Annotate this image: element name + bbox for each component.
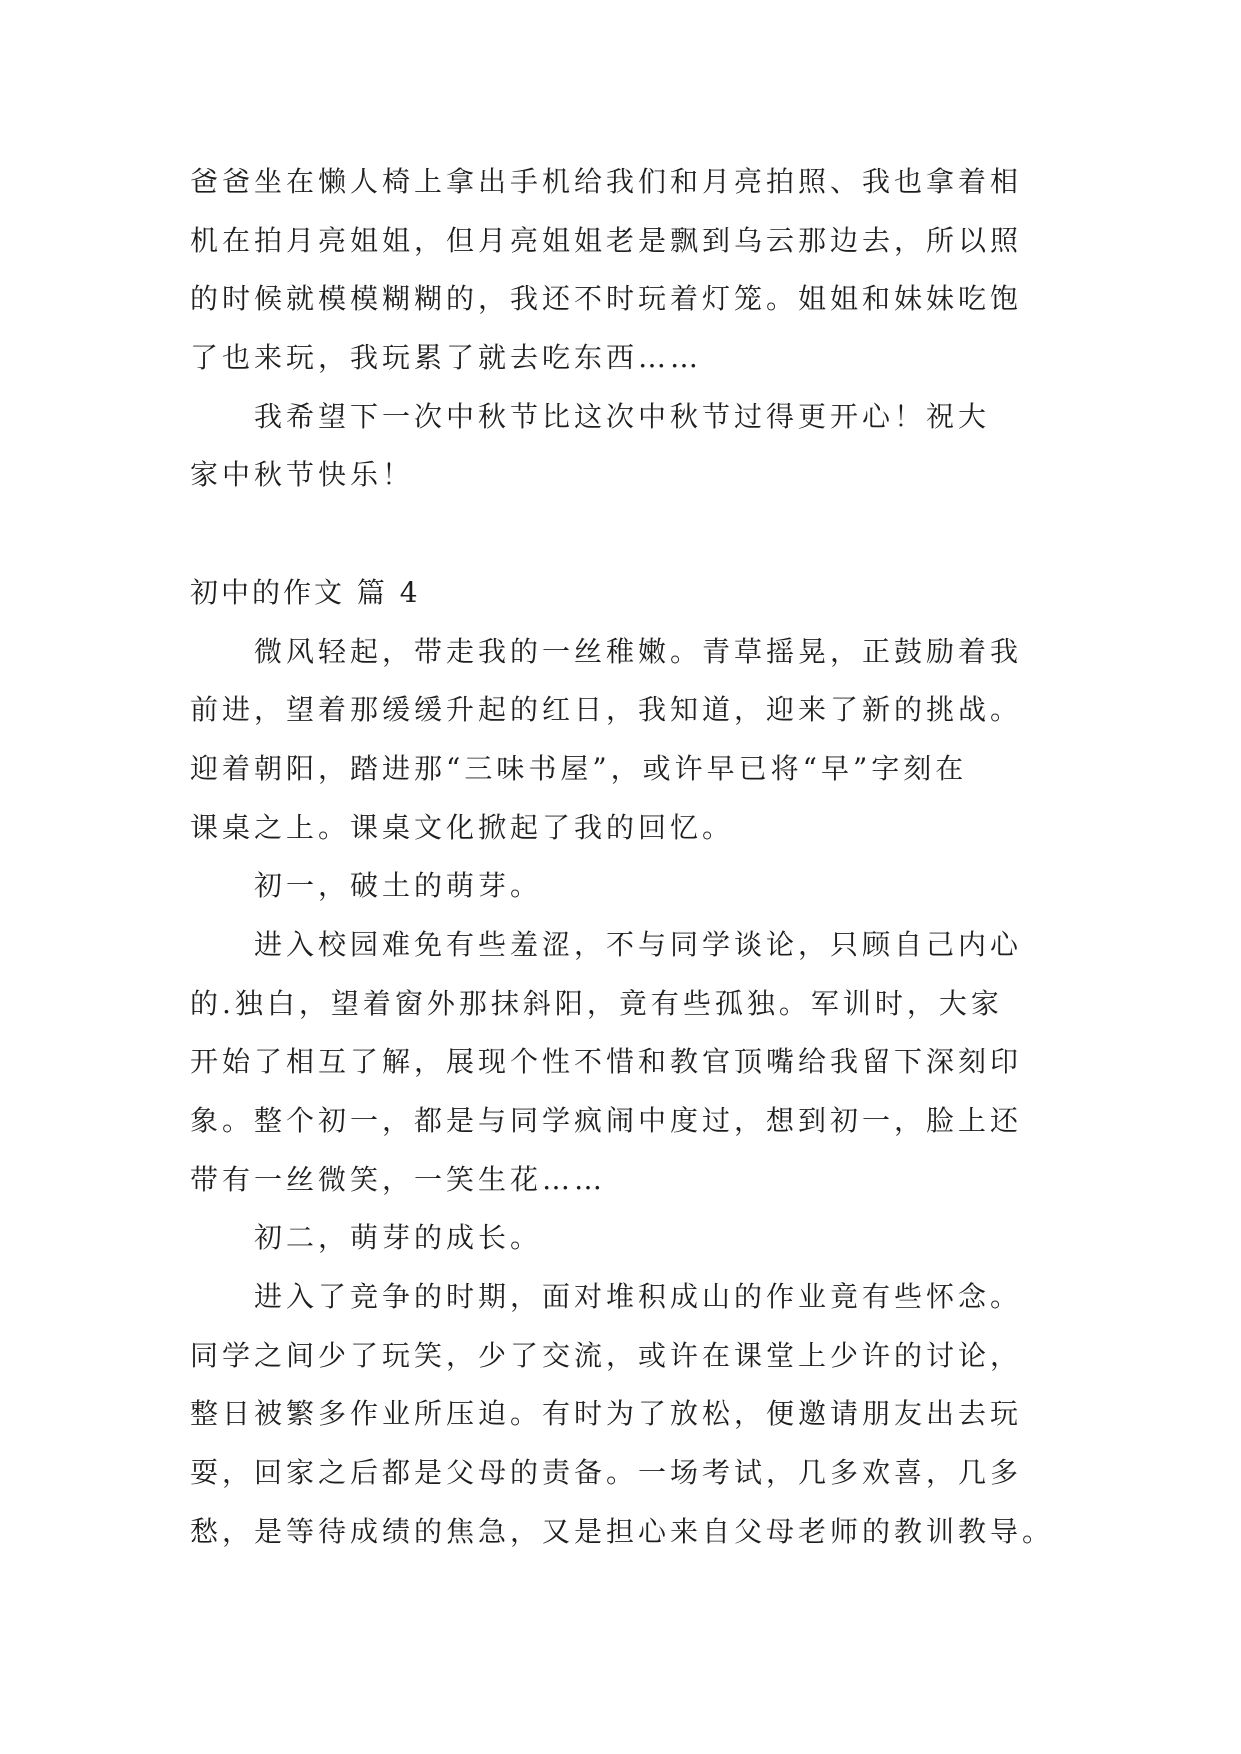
text-line: 开始了相互了解，展现个性不惜和教官顶嘴给我留下深刻印 <box>190 1045 1023 1079</box>
text-line: 愁，是等待成绩的焦急，又是担心来自父母老师的教训教导。 <box>190 1514 1055 1548</box>
paragraph-carryover <box>190 153 1241 388</box>
text-line: 带有一丝微笑，一笑生花…… <box>190 1162 607 1196</box>
text-line: 初二，萌芽的成长。 <box>254 1221 543 1255</box>
paragraph <box>190 1268 1241 1561</box>
text-line: 象。整个初一，都是与同学疯闹中度过，想到初一，脸上还 <box>190 1104 1023 1137</box>
paragraph-subheading <box>190 857 1241 916</box>
text-line: 机在拍月亮姐姐，但月亮姐姐老是飘到乌云那边去，所以照 <box>190 223 1023 257</box>
text-line: 爸爸坐在懒人椅上拿出手机给我们和月亮拍照、我也拿着相 <box>190 165 1023 198</box>
section-heading: 初中的作文 篇 4 <box>190 575 421 609</box>
text-line: 了也来玩，我玩累了就去吃东西…… <box>190 341 703 375</box>
text-line: 前进，望着那缓缓升起的红日，我知道，迎来了新的挑战。 <box>190 693 1023 727</box>
text-line: 微风轻起，带走我的一丝稚嫩。青草摇晃，正鼓励着我 <box>254 634 1023 668</box>
blank-line <box>190 505 1241 564</box>
paragraph <box>190 916 1241 1209</box>
text-line: 的.独白，望着窗外那抹斜阳，竟有些孤独。军训时，大家 <box>190 986 1003 1020</box>
text-line: 的时候就模模糊糊的，我还不时玩着灯笼。姐姐和妹妹吃饱 <box>190 282 1023 316</box>
text-line: 我希望下一次中秋节比这次中秋节过得更开心！祝大 <box>254 399 991 433</box>
text-line: 迎着朝阳，踏进那“三味书屋”，或许早已将“早”字刻在 <box>190 751 968 785</box>
text-line: 进入校园难免有些羞涩，不与同学谈论，只顾自己内心 <box>254 927 1023 961</box>
text-line: 初一，破土的萌芽。 <box>254 869 543 903</box>
text-line: 耍，回家之后都是父母的责备。一场考试，几多欢喜，几多 <box>190 1456 1023 1490</box>
paragraph <box>190 623 1241 858</box>
text-line: 整日被繁多作业所压迫。有时为了放松，便邀请朋友出去玩 <box>190 1397 1023 1431</box>
paragraph-closing <box>190 388 1241 505</box>
paragraph-subheading <box>190 1209 1241 1268</box>
text-line: 家中秋节快乐！ <box>190 458 415 492</box>
text-line: 进入了竞争的时期，面对堆积成山的作业竟有些怀念。 <box>254 1280 1023 1314</box>
text-line: 同学之间少了玩笑，少了交流，或许在课堂上少许的讨论， <box>190 1338 1023 1372</box>
essay-section <box>190 564 1241 1562</box>
text-line: 课桌之上。课桌文化掀起了我的回忆。 <box>190 810 735 844</box>
